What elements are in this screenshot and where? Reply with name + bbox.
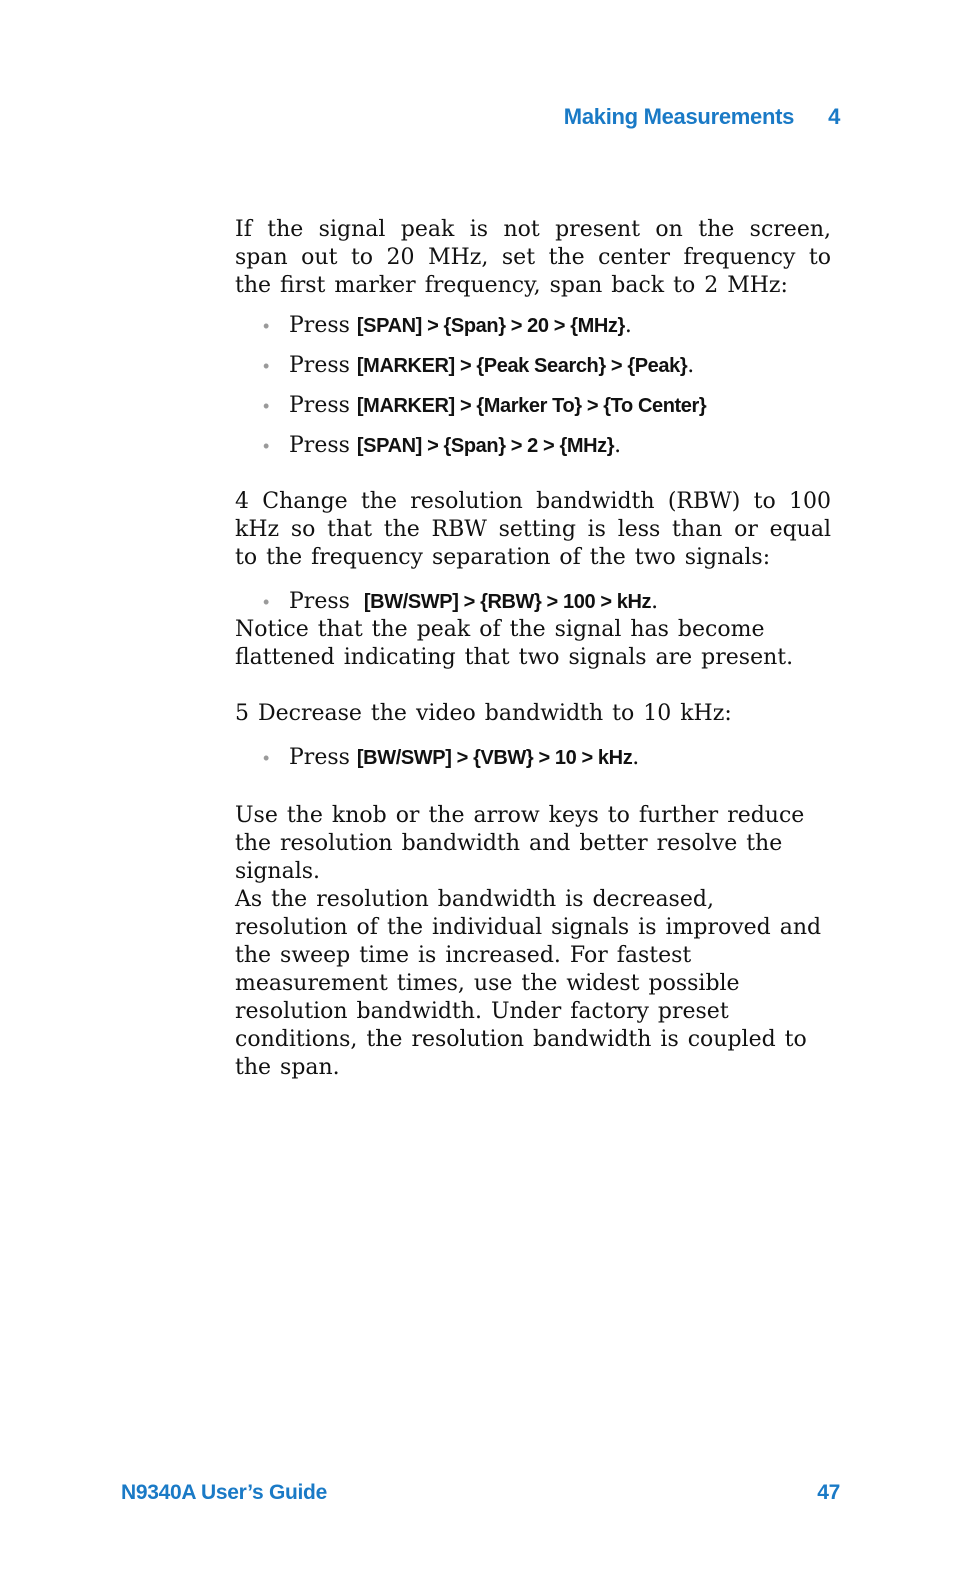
chapter-title: Making Measurements	[563, 104, 795, 129]
notice-paragraph: Notice that the peak of the signal has become flattened indicating that two signals are present.	[235, 617, 794, 670]
list-item	[235, 432, 831, 460]
bullet-icon: •	[263, 592, 270, 612]
page-number: 47	[817, 1481, 840, 1504]
bullet-icon: •	[263, 748, 270, 768]
list-item	[235, 352, 831, 380]
press-label: Press	[289, 745, 350, 770]
knob-paragraph: Use the knob or the arrow keys to further reduce the resolution bandwidth and better resolve the signals.	[235, 803, 805, 884]
step-4-paragraph: 4 Change the resolution bandwidth (RBW) to 100 kHz so that the RBW setting is less than or equal to the frequency separation of the two signals:	[235, 489, 831, 570]
intro-paragraph: If the signal peak is not present on the screen, span out to 20 MHz, set the center frequency to the first marker frequency, span back to 2 MHz:	[235, 217, 831, 298]
key-command: [MARKER] > {Peak Search} > {Peak}	[356, 355, 688, 377]
running-footer	[121, 1481, 840, 1505]
key-command: [MARKER] > {Marker To} > {To Center}	[356, 395, 707, 417]
bullet-icon: •	[263, 396, 270, 416]
step-list-span	[235, 312, 831, 460]
chapter-number: 4	[828, 104, 840, 129]
punctuation: .	[632, 745, 640, 770]
page-content	[235, 216, 831, 1082]
rbw-explanation-paragraph: As the resolution bandwidth is decreased, resolution of the individual signals is improved and the sweep time is increased. For fastest measurement times, use the widest possible resolution bandwidth. Under factory preset conditions, the resolution bandwidth is coupled to the span.	[235, 887, 822, 1080]
spacer	[235, 472, 831, 488]
bullet-icon: •	[263, 356, 270, 376]
key-command: [SPAN] > {Span} > 2 > {MHz}	[356, 435, 615, 457]
step-list-rbw	[235, 588, 831, 616]
list-item	[235, 392, 831, 420]
punctuation: .	[687, 353, 695, 378]
key-command: [SPAN] > {Span} > 20 > {MHz}	[356, 315, 625, 337]
spacer	[235, 672, 831, 700]
guide-title: N9340A User’s Guide	[121, 1481, 327, 1504]
punctuation: .	[624, 313, 632, 338]
punctuation: .	[651, 589, 659, 614]
key-command: [BW/SWP] > {RBW} > 100 > kHz	[363, 591, 652, 613]
spacer	[235, 784, 831, 802]
step-list-vbw	[235, 744, 831, 772]
key-command: [BW/SWP] > {VBW} > 10 > kHz	[356, 747, 633, 769]
list-item	[235, 744, 831, 772]
list-item	[235, 588, 831, 616]
press-label: Press	[289, 393, 350, 418]
bullet-icon: •	[263, 436, 270, 456]
running-header	[564, 104, 840, 130]
bullet-icon: •	[263, 316, 270, 336]
press-label: Press	[289, 313, 350, 338]
punctuation: .	[614, 433, 622, 458]
press-label: Press	[289, 433, 350, 458]
press-label: Press	[289, 353, 350, 378]
press-label: Press	[289, 589, 350, 614]
step-5-paragraph: 5 Decrease the video bandwidth to 10 kHz:	[235, 701, 732, 726]
list-item	[235, 312, 831, 340]
